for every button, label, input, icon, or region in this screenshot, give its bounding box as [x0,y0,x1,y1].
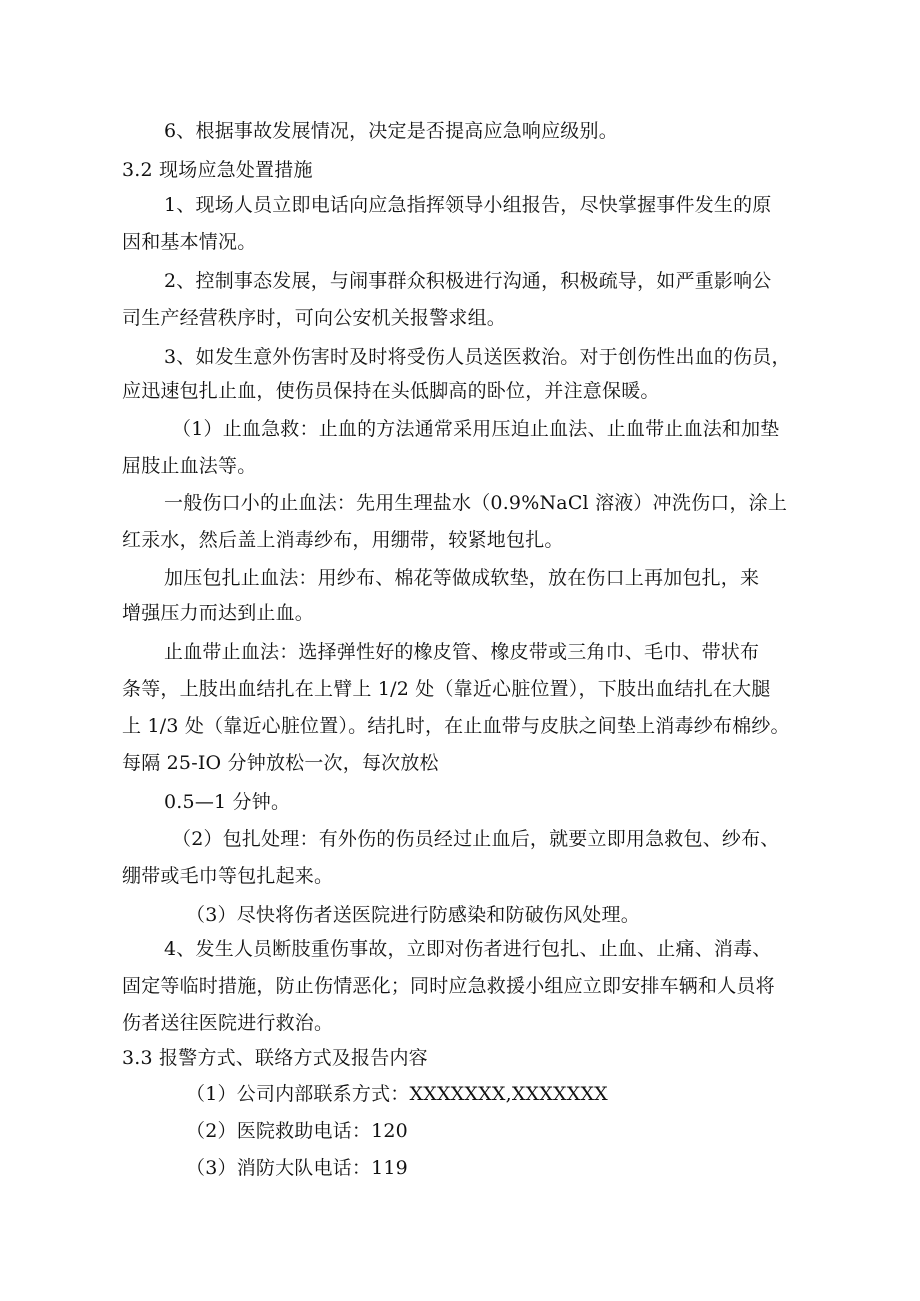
paragraph-line: 条等，上肢出血结扎在上臂上 1/2 处（靠近心脏位置），下肢出血结扎在大腿 [122,678,771,700]
section-heading: 3.3 报警方式、联络方式及报告内容 [122,1047,428,1069]
paragraph-line: 每隔 25-IO 分钟放松一次，每次放松 [122,752,439,774]
paragraph-line: 4、发生人员断肢重伤事故，立即对伤者进行包扎、止血、止痛、消毒、 [164,938,772,960]
paragraph-line: 红汞水，然后盖上消毒纱布，用绷带，较紧地包扎。 [122,529,564,551]
paragraph-line: （2）包扎处理：有外伤的伤员经过止血后，就要立即用急救包、纱布、 [172,828,780,850]
contact-line: （2）医院救助电话：120 [186,1120,408,1142]
paragraph-line: 上 1/3 处（靠近心脏位置）。结扎时，在止血带与皮肤之间垫上消毒纱布棉纱。 [122,715,790,737]
paragraph-line: 加压包扎止血法：用纱布、棉花等做成软垫，放在伤口上再加包扎，来 [164,567,760,589]
paragraph-line: （3）尽快将伤者送医院进行防感染和防破伤风处理。 [186,904,640,926]
paragraph-line: 一般伤口小的止血法：先用生理盐水（0.9%NaCl 溶液）冲洗伤口，涂上 [164,492,788,514]
paragraph-line: 固定等临时措施，防止伤情恶化；同时应急救援小组应立即安排车辆和人员将 [122,975,775,997]
contact-line: （3）消防大队电话：119 [186,1157,408,1179]
section-heading: 3.2 现场应急处置措施 [122,159,313,181]
paragraph-line: 1、现场人员立即电话向应急指挥领导小组报告，尽快掌握事件发生的原 [164,194,772,216]
paragraph-line: 0.5—1 分钟。 [164,791,291,813]
contact-line: （1）公司内部联系方式：XXXXXXX,XXXXXXX [186,1083,608,1105]
paragraph-line: 司生产经营秩序时，可向公安机关报警求组。 [122,307,507,329]
paragraph-line: （1）止血急救：止血的方法通常采用压迫止血法、止血带止血法和加垫 [172,418,780,440]
paragraph-line: 止血带止血法：选择弹性好的橡皮管、橡皮带或三角巾、毛巾、带状布 [164,641,760,663]
paragraph-line: 增强压力而达到止血。 [122,602,315,624]
paragraph-line: 屈肢止血法等。 [122,455,257,477]
paragraph-line: 6、根据事故发展情况，决定是否提高应急响应级别。 [164,120,618,142]
paragraph-line: 因和基本情况。 [122,231,257,253]
paragraph-line: 绷带或毛巾等包扎起来。 [122,865,334,887]
paragraph-line: 3、如发生意外伤害时及时将受伤人员送医救治。对于创伤性出血的伤员， [164,346,791,368]
paragraph-line: 应迅速包扎止血，使伤员保持在头低脚高的卧位，并注意保暖。 [122,380,660,402]
paragraph-line: 2、控制事态发展，与闹事群众积极进行沟通，积极疏导，如严重影响公 [164,270,772,292]
paragraph-line: 伤者送往医院进行救治。 [122,1012,334,1034]
